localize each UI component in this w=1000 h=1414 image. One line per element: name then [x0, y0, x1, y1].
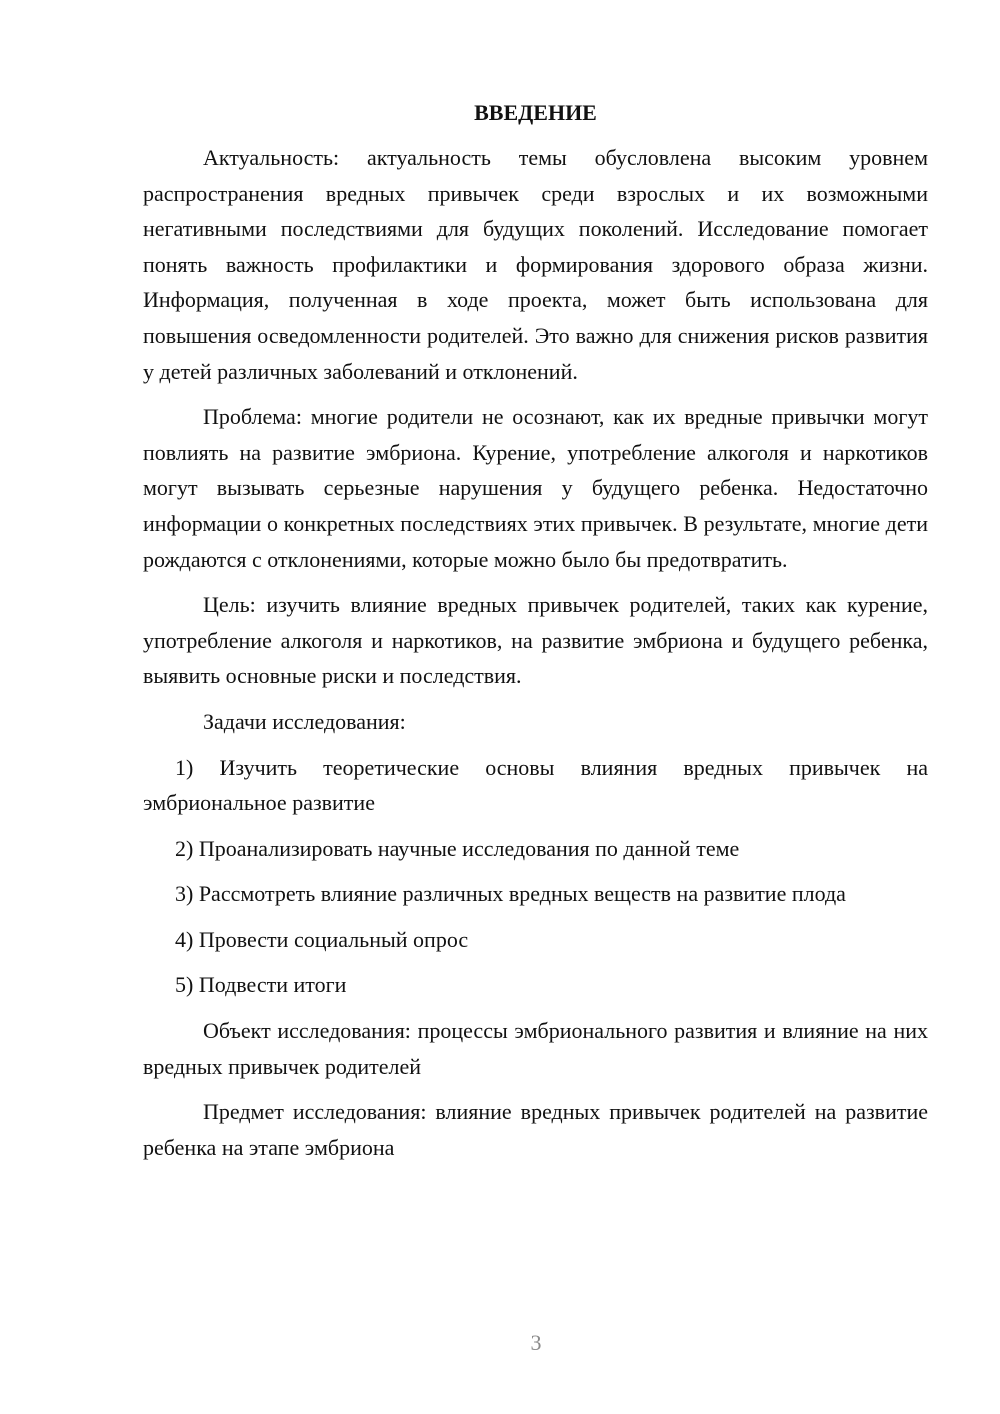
goal-paragraph: Цель: изучить влияние вредных привычек родителей, таких как курение, употребление алкоголя и наркотиков, на развитие эмбриона и будущего ребенка, выявить основные риски и последствия. — [143, 592, 928, 689]
tasks-heading: Задачи исследования: — [203, 708, 406, 734]
relevance-paragraph: Актуальность: актуальность темы обусловлена высоким уровнем распространения вредных привычек среди взрослых и их возможными негативными последствиями для будущих поколений. Исследование помогает понять важность профилактики и формирования здорового образа жизни. Информация, полученная в ходе проекта, может быть использована для повышения осведомленности родителей. Это важно для снижения рисков развития у детей различных заболеваний и отклонений. — [143, 145, 928, 384]
task-item-1: 1) Изучить теоретические основы влияния вредных привычек на эмбриональное развитие — [143, 754, 928, 816]
document-body — [143, 95, 928, 1175]
task-item-4: 4) Провести социальный опрос — [175, 926, 469, 952]
page-title: ВВЕДЕНИЕ — [474, 100, 597, 125]
task-item-2: 2) Проанализировать научные исследования по данной теме — [175, 835, 740, 861]
problem-paragraph: Проблема: многие родители не осознают, как их вредные привычки могут повлиять на развитие эмбриона. Курение, употребление алкоголя и наркотиков могут вызывать серьезные нарушения у будущего ребенка. Недостаточно информации о конкретных последствиях этих привычек. В результате, многие дети рождаются с отклонениями, которые можно было бы предотвратить. — [143, 404, 928, 572]
page-number: 3 — [530, 1330, 542, 1355]
task-item-5: 5) Подвести итоги — [175, 972, 347, 998]
subject-paragraph: Предмет исследования: влияние вредных привычек родителей на развитие ребенка на этапе эмбриона — [143, 1099, 928, 1160]
object-paragraph: Объект исследования: процессы эмбрионального развития и влияние на них вредных привычек родителей — [143, 1018, 928, 1079]
task-item-3: 3) Рассмотреть влияние различных вредных веществ на развитие плода — [175, 881, 846, 907]
